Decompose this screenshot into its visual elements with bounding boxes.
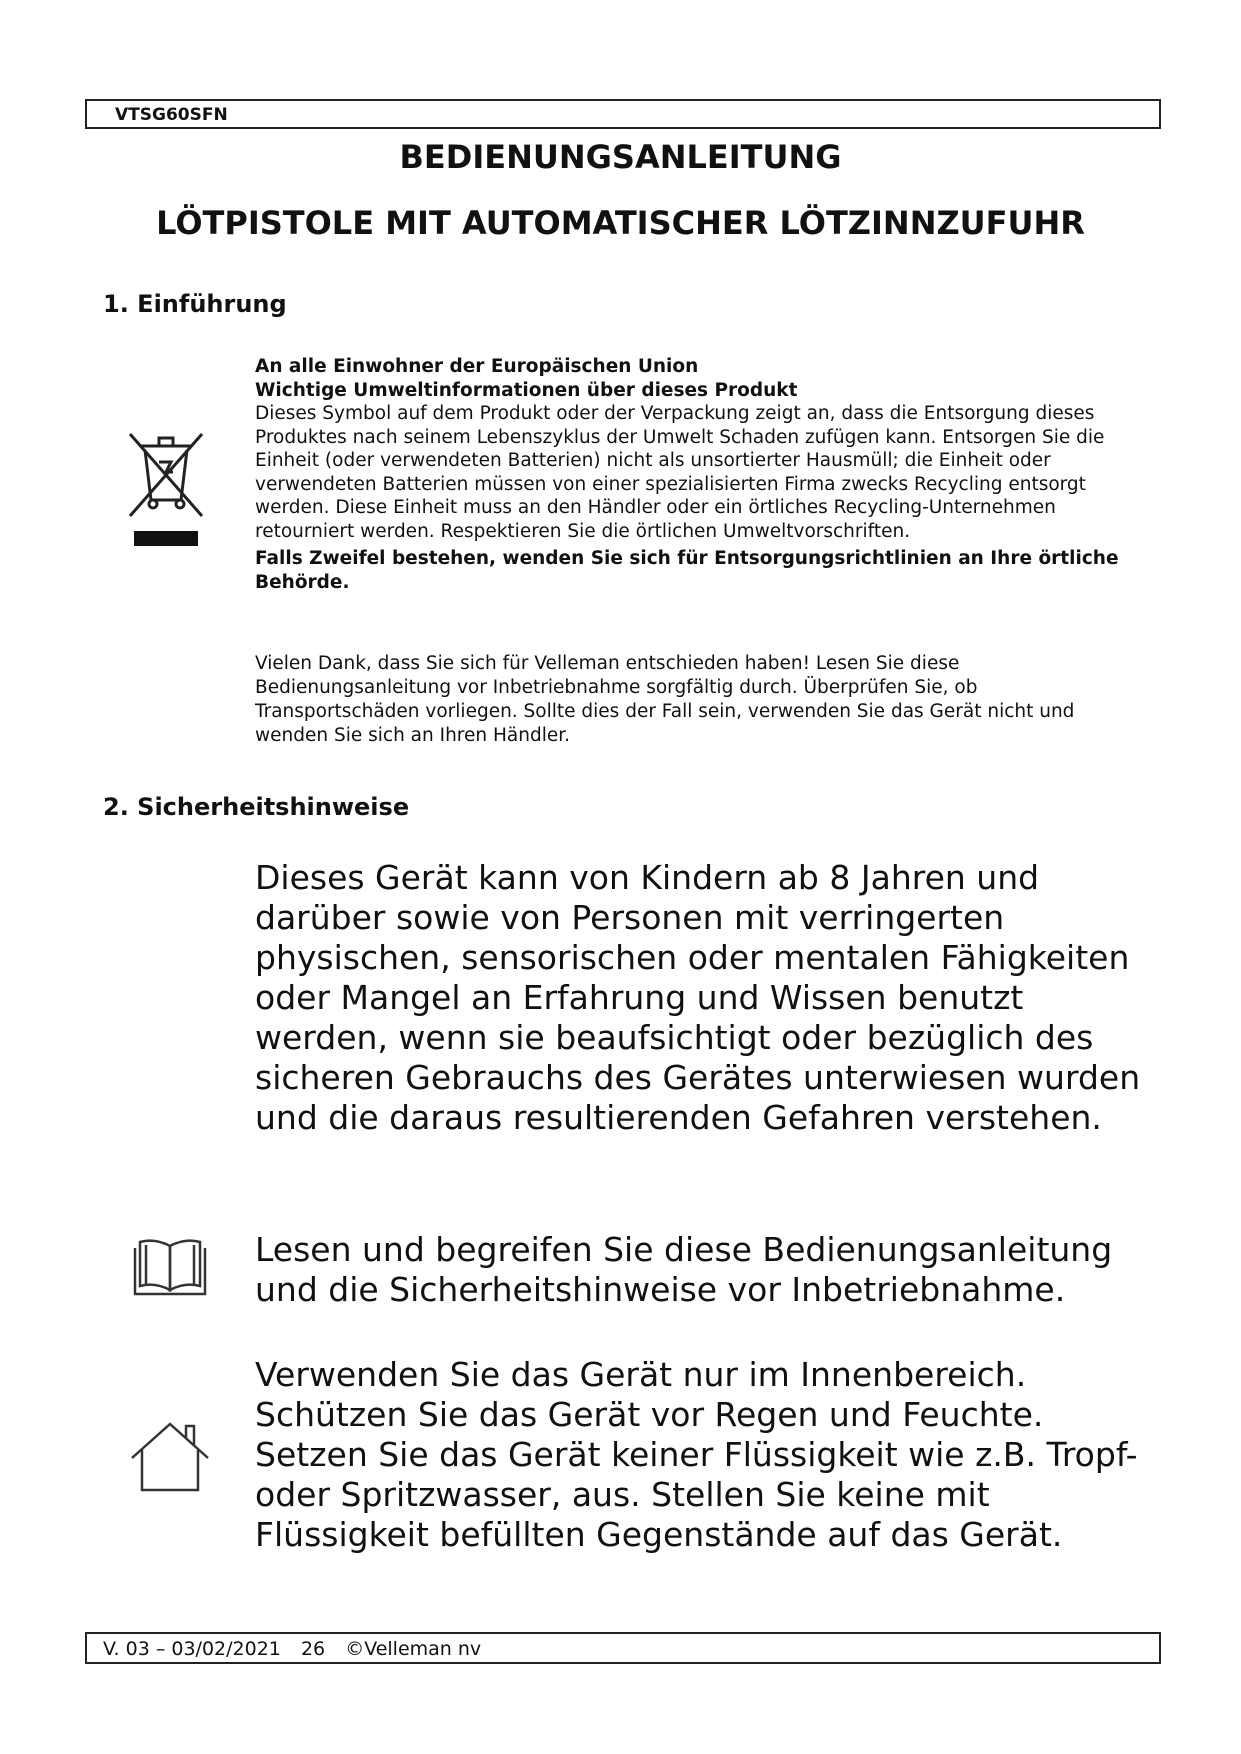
document-title: BEDIENUNGSANLEITUNG [399,138,842,176]
weee-notice-text: Dieses Symbol auf dem Produkt oder der Verpackung zeigt an, dass die Entsorgung dieses Produktes nach seinem Lebenszyklus der Umwelt Schaden zufügen kann. Entsorgen Sie die Einheit (oder verwendeten Batterien) nicht als unsortierter Hausmüll; die Einheit oder verwendeten Batterien müssen von einer spezialisierten Firma zwecks Recycling entsorgt werden. Diese Einheit muss an den Händler oder ein örtliches Recycling-Unternehmen retourniert werden. Respektieren Sie die örtlichen Umweltvorschriften. [255,403,1105,542]
document-subtitle: LÖTPISTOLE MIT AUTOMATISCHER LÖTZINNZUFUHR [156,204,1085,242]
weee-notice-subheading: Wichtige Umweltinformationen über dieses Produkt [255,379,798,401]
weee-notice [255,355,1135,594]
safety-paragraph-children: Dieses Gerät kann von Kindern ab 8 Jahren und darüber sowie von Personen mit verringerten physischen, sensorischen oder mentalen Fähigkeiten oder Mangel an Erfahrung und Wissen benutzt werden, wenn sie beaufsichtigt oder bezüglich des sicheren Gebrauchs des Gerätes unterwiesen wurden und die daraus resultierenden Gefahren verstehen. [255,858,1141,1137]
model-number: VTSG60SFN [115,105,228,125]
weee-notice-advice: Falls Zweifel bestehen, wenden Sie sich für Entsorgungsrichtlinien an Ihre örtliche Behörde. [255,548,1119,593]
house-icon [130,1420,210,1492]
copyright: ©Velleman nv [345,1638,482,1660]
version-date: V. 03 – 03/02/2021 [103,1638,281,1660]
crossed-out-bin-icon [126,432,206,550]
thanks-paragraph: Vielen Dank, dass Sie sich für Velleman entschieden haben! Lesen Sie diese Bedienungsanleitung vor Inbetriebnahme sorgfältig durch. Überprüfen Sie, ob Transportschäden vorliegen. Sollte dies der Fall sein, verwenden Sie das Gerät nicht und wenden Sie sich an Ihren Händler. [255,653,1075,746]
section-heading-introduction: 1. Einführung [103,290,287,318]
page-header [85,99,1161,129]
safety-paragraph-read-manual: Lesen und begreifen Sie diese Bedienungsanleitung und die Sicherheitshinweise vor Inbetriebnahme. [255,1230,1113,1309]
safety-paragraph-indoor-use: Verwenden Sie das Gerät nur im Innenbereich. Schützen Sie das Gerät vor Regen und Feuchte. Setzen Sie das Gerät keiner Flüssigkeit wie z.B. Tropf- oder Spritzwasser, aus. Stellen Sie keine mit Flüssigkeit befüllten Gegenstände auf das Gerät. [255,1355,1138,1554]
open-book-icon [130,1236,210,1298]
page-number: 26 [300,1638,326,1660]
page-footer [85,1632,1161,1664]
weee-notice-heading: An alle Einwohner der Europäischen Union [255,356,699,377]
section-heading-safety: 2. Sicherheitshinweise [103,793,410,821]
